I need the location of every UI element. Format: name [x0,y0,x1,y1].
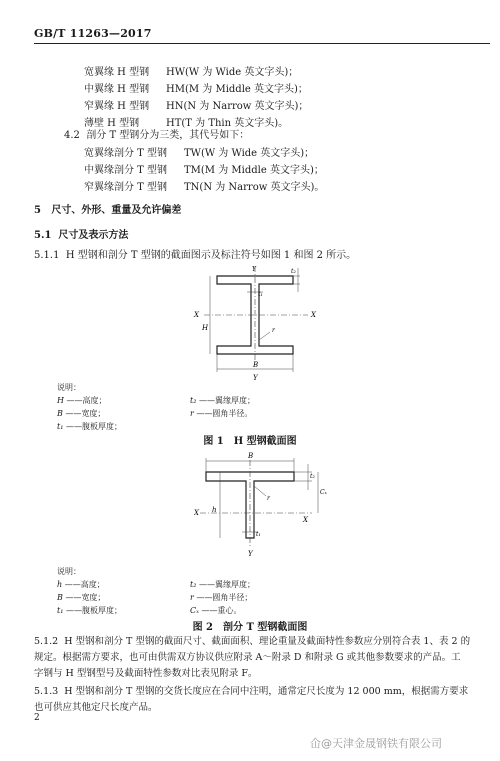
legend-item: t₂ ——翼缘厚度； [190,580,255,589]
legend-item: h ——高度； [57,580,105,589]
fig1-label-x-right: X [311,311,316,319]
t-beam-type-list [84,145,324,196]
list-item: 薄壁 H 型钢 HT(T 为 Thin 英文字头)。 [84,118,289,129]
fig2-label-t2: t₂ [310,473,315,480]
section-5-1-heading: 5.1 尺寸及表示方法 [34,230,129,241]
fig1-label-h: H [202,324,209,332]
fig2-label-h: h [212,506,217,514]
list-item: 中翼缘 H 型钢 HM(M 为 Middle 英文字头)； [84,84,308,95]
fig2-label-r: r [267,495,270,502]
dimension-lines [206,458,318,538]
legend-item: r ——圆角半径； [190,593,253,602]
legend-item: t₁ ——腹板厚度； [57,422,122,431]
standard-number: GB/T 11263—2017 [34,27,152,40]
centerlines [204,266,308,364]
list-item: 中翼缘剖分 T 型钢 TM(M 为 Middle 英文字头)； [84,165,324,176]
fig1-caption: 图 1 H 型钢截面图 [203,436,297,447]
fig1-label-t2: t₂ [291,268,296,275]
fig2-caption: 图 2 剖分 T 型钢截面图 [192,622,308,633]
h-beam-type-list [84,64,308,132]
legend-item: t₂ ——翼缘厚度； [190,396,255,405]
legend-item: B ——宽度； [57,409,106,418]
legend-item: t₁ ——腹板厚度； [57,606,122,615]
header-rule [34,43,490,44]
list-item: 窄翼缘剖分 T 型钢 TN(N 为 Narrow 英文字头)。 [84,182,325,193]
legend-title: 说明： [57,383,81,392]
legend-item: H ——高度； [57,396,107,405]
fig2-legend [57,565,377,625]
list-item: 宽翼缘剖分 T 型钢 TW(W 为 Wide 英文字头)； [84,148,315,159]
fig1-label-b: B [253,361,259,369]
fig2-label-t1: t₁ [256,531,261,538]
fig1-label-y-top: Y [252,266,256,273]
section-5-heading: 5 尺寸、外形、重量及允许偏差 [34,205,182,216]
fig2-label-y: Y [248,550,253,558]
clause-5-1-2: 5.1.2 H 型钢和剖分 T 型钢的截面尺寸、截面面积、理论重量及截面特性参数应分别符合表 1、表 2 的 规定。根据需方要求，也可由供需双方协议供应附录 A～附录 D 和附录 G 或其他参数要求的产品。工 字钢与 H 型钢型号及截面特性参数对比表见附录 F。 [34,636,471,679]
fig1-label-x-left: X [194,311,199,319]
legend-item: r ——圆角半径。 [190,409,253,418]
legend-title: 说明： [57,567,81,576]
fig2-label-cx: Cₓ [320,489,327,496]
fig1-label-r: r [272,327,275,334]
fig1-label-t1: t₁ [258,291,263,298]
page-number: 2 [34,713,40,723]
fig2-label-x-left: X [194,509,199,517]
clause-4-2: 4.2 剖分 T 型钢分为三类，其代号如下： [64,130,250,141]
fig2-label-x-right: X [303,516,308,524]
legend-item: Cₓ ——重心。 [190,606,242,615]
watermark: 仚@天津金晟钢铁有限公司 [310,737,442,750]
h-beam-section-figure [190,262,330,382]
list-item: 宽翼缘 H 型钢 HW(W 为 Wide 英文字头)； [84,67,299,78]
clause-5-1-1: 5.1.1 H 型钢和剖分 T 型钢的截面图示及标注符号如图 1 和图 2 所示。 [34,250,357,261]
clause-5-1-3: 5.1.3 H 型钢和剖分 T 型钢的交货长度应在合同中注明，通常定尺长度为 12 000 mm，根据需方要求 也可供应其他定尺长度产品。 [34,686,469,713]
fig2-label-b: B [248,452,254,460]
t-beam-section-figure [194,450,334,560]
legend-item: B ——宽度； [57,593,106,602]
fig1-label-y-bottom: Y [253,374,258,382]
list-item: 窄翼缘 H 型钢 HN(N 为 Narrow 英文字头)； [84,101,309,112]
